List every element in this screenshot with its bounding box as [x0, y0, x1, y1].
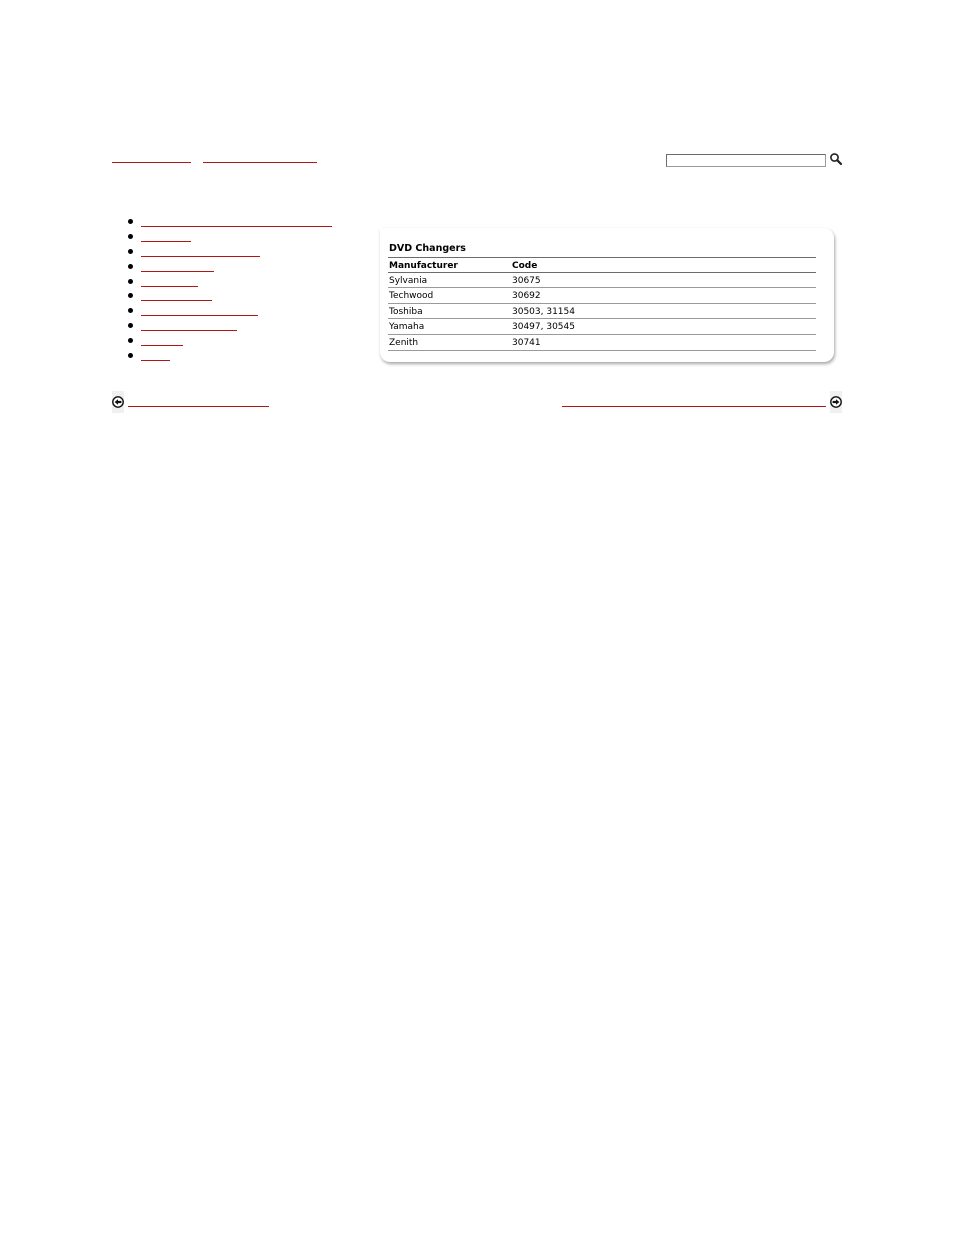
manufacturer-cell: Zenith [389, 337, 419, 348]
code-table-card [380, 228, 834, 362]
table-row [388, 288, 816, 304]
manufacturer-cell: Toshiba [389, 306, 423, 317]
table-row [388, 319, 816, 335]
prev-arrow-icon [112, 396, 124, 408]
next-page-button[interactable] [830, 391, 842, 413]
breadcrumb-link-1[interactable] [112, 162, 191, 163]
column-header-manufacturer: Manufacturer [389, 261, 458, 271]
code-table [388, 257, 816, 351]
next-page-link[interactable] [562, 406, 826, 407]
breadcrumb-link-2[interactable] [203, 162, 317, 163]
code-cell: 30692 [512, 291, 541, 302]
search-input[interactable] [666, 154, 826, 167]
manufacturer-cell: Techwood [389, 291, 434, 302]
prev-page-button[interactable] [112, 391, 124, 413]
code-cell: 30503, 31154 [512, 306, 575, 317]
table-row [388, 304, 816, 320]
bullet [128, 293, 133, 298]
bullet [128, 219, 133, 224]
card-title: DVD Changers [389, 243, 466, 254]
bullet [128, 308, 133, 313]
prev-page-link[interactable] [128, 406, 269, 407]
table-row [388, 273, 816, 289]
column-header-code: Code [512, 261, 538, 271]
code-cell: 30741 [512, 337, 541, 348]
bullet [128, 338, 133, 343]
table-header [388, 257, 816, 273]
bullet [128, 249, 133, 254]
bullet [128, 264, 133, 269]
manufacturer-cell: Yamaha [389, 322, 425, 333]
next-arrow-icon [830, 396, 842, 408]
bullet [128, 323, 133, 328]
table-row [388, 335, 816, 351]
manufacturer-cell: Sylvania [389, 275, 428, 286]
bullet [128, 279, 133, 284]
search-button[interactable] [829, 152, 843, 166]
bullet [128, 234, 133, 239]
search-icon [829, 152, 843, 166]
code-cell: 30497, 30545 [512, 322, 575, 333]
bullet [128, 353, 133, 358]
code-cell: 30675 [512, 275, 541, 286]
